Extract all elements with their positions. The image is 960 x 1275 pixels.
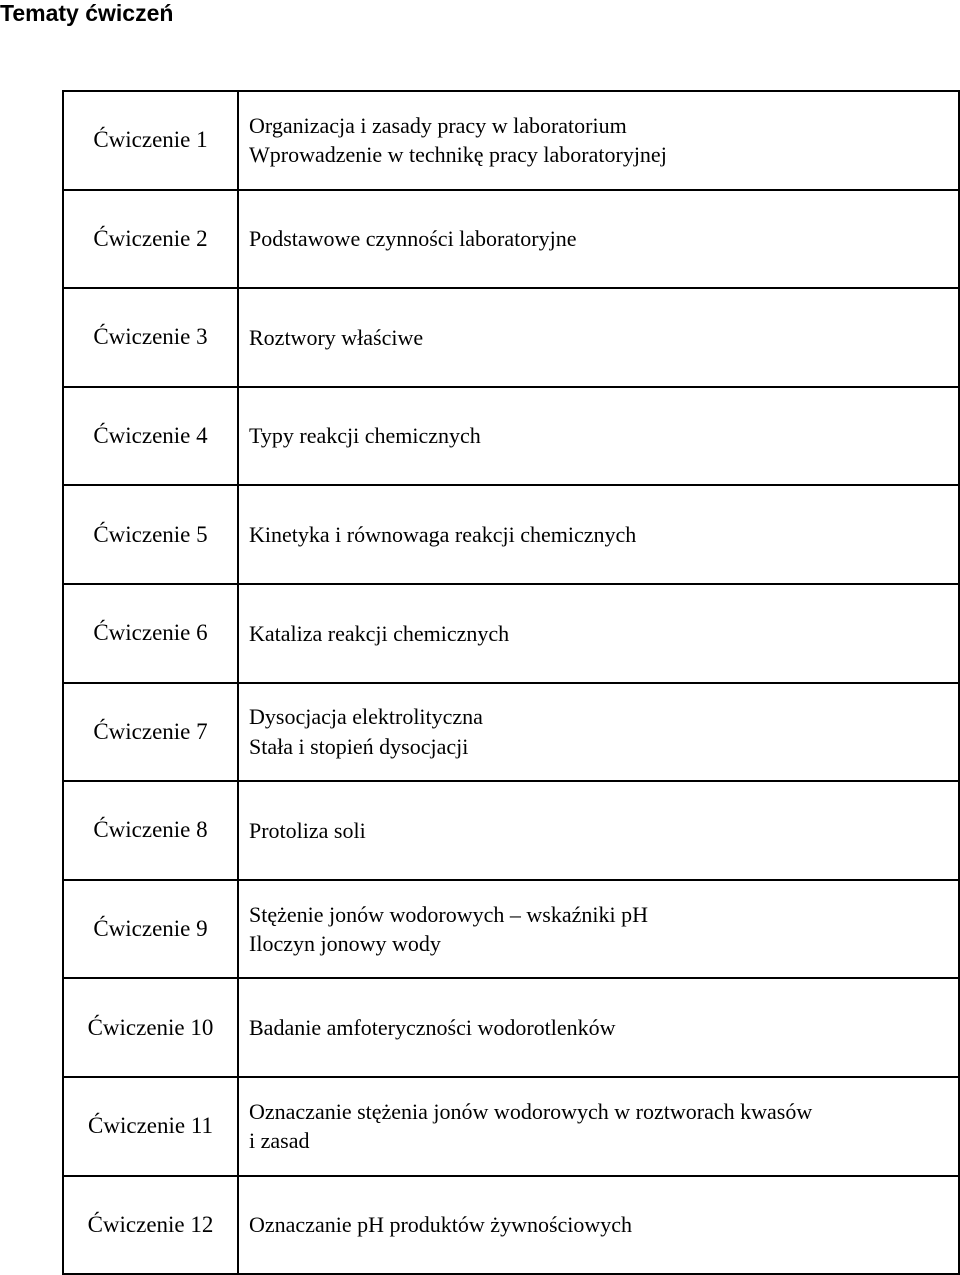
exercise-number-cell xyxy=(63,1077,238,1176)
exercise-topics-body xyxy=(63,91,959,1274)
exercise-number-cell xyxy=(63,91,238,190)
table-row xyxy=(63,781,959,880)
exercise-number: Ćwiczenie 12 xyxy=(87,1211,214,1237)
exercise-number: Ćwiczenie 11 xyxy=(88,1113,213,1139)
exercise-topic-cell xyxy=(238,1176,959,1275)
exercise-number-cell xyxy=(63,190,238,289)
table-row xyxy=(63,584,959,683)
exercise-topic-line: Kataliza reakcji chemicznych xyxy=(249,620,510,646)
exercise-topic-cell xyxy=(238,1077,959,1176)
exercise-topic-cell xyxy=(238,387,959,486)
table-row xyxy=(63,485,959,584)
exercise-topic-line: Organizacja i zasady pracy w laboratorium xyxy=(249,112,627,138)
exercise-number-cell xyxy=(63,584,238,683)
exercise-number: Ćwiczenie 7 xyxy=(93,718,208,744)
exercise-number: Ćwiczenie 10 xyxy=(87,1014,214,1040)
exercise-topic-line: Stała i stopień dysocjacji xyxy=(249,733,469,759)
exercise-number-cell xyxy=(63,880,238,979)
exercise-number: Ćwiczenie 8 xyxy=(93,817,208,843)
exercise-topic-cell xyxy=(238,880,959,979)
table-row xyxy=(63,190,959,289)
exercise-number-cell xyxy=(63,781,238,880)
exercise-number-cell xyxy=(63,978,238,1077)
table-row xyxy=(63,288,959,387)
exercise-topic-cell xyxy=(238,683,959,782)
exercise-number: Ćwiczenie 5 xyxy=(93,521,208,547)
exercise-number-cell xyxy=(63,683,238,782)
exercise-number: Ćwiczenie 6 xyxy=(93,620,208,646)
exercise-topic-line: Dysocjacja elektrolityczna xyxy=(249,704,483,730)
exercise-topic-cell xyxy=(238,91,959,190)
exercise-topic-cell xyxy=(238,190,959,289)
exercise-topic-line: Kinetyka i równowaga reakcji chemicznych xyxy=(249,521,637,547)
page-title: Tematy ćwiczeń xyxy=(0,0,174,26)
table-row xyxy=(63,387,959,486)
table-row xyxy=(63,683,959,782)
exercise-number: Ćwiczenie 2 xyxy=(93,225,208,251)
exercise-topic-line: Oznaczanie stężenia jonów wodorowych w roztworach kwasów xyxy=(249,1098,813,1124)
exercise-topic-line: Protoliza soli xyxy=(249,817,366,843)
exercise-topic-line: Wprowadzenie w technikę pracy laboratoryjnej xyxy=(249,142,667,168)
exercise-topic-line: i zasad xyxy=(249,1128,310,1154)
exercise-number-cell xyxy=(63,485,238,584)
exercise-number-cell xyxy=(63,288,238,387)
exercise-number: Ćwiczenie 4 xyxy=(93,423,208,449)
exercise-topic-line: Badanie amfoteryczności wodorotlenków xyxy=(249,1014,616,1040)
table-row xyxy=(63,880,959,979)
exercise-number: Ćwiczenie 9 xyxy=(93,916,208,942)
exercise-number-cell xyxy=(63,1176,238,1275)
exercise-number: Ćwiczenie 1 xyxy=(93,127,208,153)
exercise-topic-line: Typy reakcji chemicznych xyxy=(249,423,481,449)
exercise-topic-line: Stężenie jonów wodorowych – wskaźniki pH xyxy=(249,901,648,927)
table-row xyxy=(63,91,959,190)
exercise-topics-table xyxy=(62,90,960,1275)
exercise-topic-line: Oznaczanie pH produktów żywnościowych xyxy=(249,1212,633,1238)
exercise-topic-cell xyxy=(238,485,959,584)
exercise-number: Ćwiczenie 3 xyxy=(93,324,208,350)
table-row xyxy=(63,1077,959,1176)
exercise-topic-cell xyxy=(238,978,959,1077)
exercise-topic-line: Podstawowe czynności laboratoryjne xyxy=(249,226,577,252)
exercise-topic-cell xyxy=(238,584,959,683)
exercise-topic-cell xyxy=(238,781,959,880)
exercise-topic-line: Roztwory właściwe xyxy=(249,324,424,350)
table-row xyxy=(63,978,959,1077)
exercise-topic-cell xyxy=(238,288,959,387)
table-row xyxy=(63,1176,959,1275)
exercise-topic-line: Iloczyn jonowy wody xyxy=(249,931,441,957)
exercise-number-cell xyxy=(63,387,238,486)
